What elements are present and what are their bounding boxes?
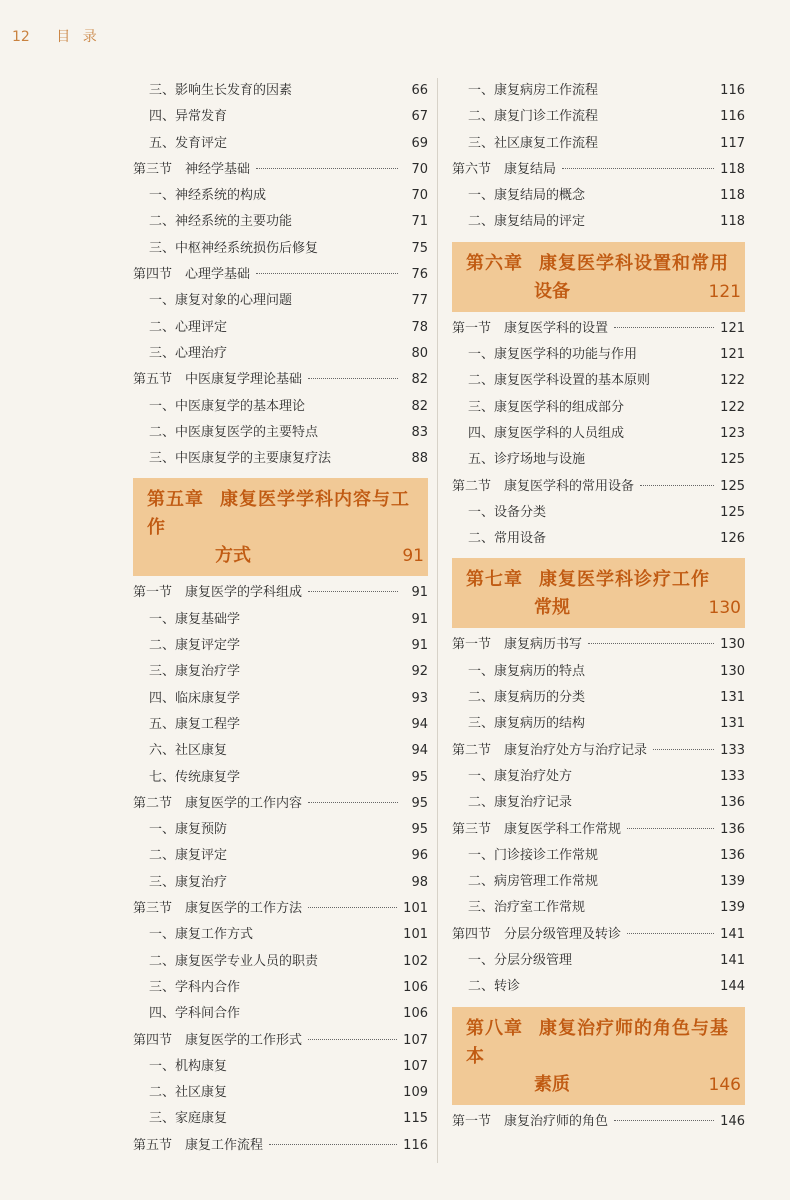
entry-label: 一、门诊接诊工作常规 <box>468 847 599 863</box>
entry-page-number: 91 <box>411 585 428 601</box>
leader-dots <box>308 378 398 379</box>
entry-page-number: 121 <box>720 320 745 336</box>
toc-item <box>133 633 428 659</box>
chapter-number: 第七章 <box>466 569 523 591</box>
entry-page-number: 107 <box>403 1058 428 1074</box>
toc-item <box>452 368 745 394</box>
entry-label: 七、传统康复学 <box>149 769 241 785</box>
entry-page-number: 66 <box>411 83 428 98</box>
entry-page-number: 109 <box>403 1085 428 1101</box>
leader-dots <box>588 643 714 644</box>
leader-dots <box>653 749 714 750</box>
entry-label: 二、康复评定学 <box>149 638 241 654</box>
toc-item <box>133 975 428 1001</box>
entry-page-number: 96 <box>411 848 428 864</box>
entry-label: 三、中枢神经系统损伤后修复 <box>149 240 319 256</box>
chapter-title-line <box>466 250 741 278</box>
toc-item <box>452 764 745 790</box>
leader-dots <box>269 1144 397 1145</box>
entry-page-number: 133 <box>720 768 745 784</box>
toc-section <box>452 632 745 658</box>
entry-page-number: 88 <box>411 451 428 467</box>
toc-item <box>133 315 428 341</box>
chapter-page-number: 146 <box>708 1074 741 1095</box>
entry-label: 三、康复医学科的组成部分 <box>468 399 625 415</box>
toc-item <box>452 209 745 235</box>
page-title: 目 录 <box>56 29 101 45</box>
entry-page-number: 83 <box>411 424 428 440</box>
toc-section <box>452 738 745 764</box>
entry-page-number: 141 <box>720 926 745 942</box>
leader-dots <box>256 168 398 169</box>
leader-dots <box>627 933 714 934</box>
page-header <box>12 26 101 46</box>
chapter-number: 第五章 <box>147 489 204 511</box>
toc-item <box>133 1106 428 1132</box>
leader-dots <box>614 327 714 328</box>
leader-dots <box>308 1039 397 1040</box>
entry-label: 二、神经系统的主要功能 <box>149 214 293 230</box>
entry-label: 四、异常发育 <box>149 109 228 125</box>
toc-item <box>133 712 428 738</box>
entry-page-number: 116 <box>720 83 745 98</box>
entry-label: 一、康复结局的概念 <box>468 188 586 204</box>
entry-label: 五、发育评定 <box>149 135 228 151</box>
toc-item <box>452 342 745 368</box>
chapter-number: 第八章 <box>466 1017 523 1039</box>
leader-dots <box>256 273 398 274</box>
entry-page-number: 139 <box>720 900 745 916</box>
entry-label: 五、康复工程学 <box>149 716 241 732</box>
toc-item <box>452 685 745 711</box>
toc-item <box>133 765 428 791</box>
chapter-title-cont: 常规 <box>534 597 570 619</box>
toc-item <box>133 843 428 869</box>
entry-label: 二、康复医学专业人员的职责 <box>149 953 319 969</box>
toc-item <box>452 711 745 737</box>
entry-page-number: 82 <box>411 398 428 414</box>
toc-item <box>133 420 428 446</box>
toc-item <box>452 948 745 974</box>
entry-label: 第五节 中医康复学理论基础 <box>133 372 303 388</box>
entry-label: 第二节 康复治疗处方与治疗记录 <box>452 742 648 758</box>
entry-page-number: 69 <box>411 135 428 151</box>
toc-section <box>133 262 428 288</box>
chapter-heading <box>452 1007 745 1105</box>
entry-page-number: 95 <box>411 769 428 785</box>
entry-page-number: 76 <box>411 267 428 283</box>
entry-page-number: 122 <box>720 373 745 389</box>
entry-page-number: 91 <box>411 638 428 654</box>
toc-section <box>452 157 745 183</box>
entry-page-number: 67 <box>411 109 428 125</box>
entry-page-number: 98 <box>411 874 428 890</box>
entry-page-number: 125 <box>720 452 745 468</box>
toc-item <box>133 209 428 235</box>
entry-label: 第六节 康复结局 <box>452 161 557 177</box>
entry-label: 第三节 康复医学的工作方法 <box>133 901 303 917</box>
toc-section <box>452 1109 745 1135</box>
entry-label: 二、康复病历的分类 <box>468 690 586 706</box>
chapter-title-line <box>466 594 741 622</box>
toc-item <box>133 183 428 209</box>
entry-label: 一、中医康复学的基本理论 <box>149 398 306 414</box>
leader-dots <box>308 802 398 803</box>
entry-label: 一、康复对象的心理问题 <box>149 293 293 309</box>
entry-label: 三、中医康复学的主要康复疗法 <box>149 451 332 467</box>
column-divider <box>437 78 438 1163</box>
entry-label: 第四节 分层分级管理及转诊 <box>452 926 622 942</box>
chapter-title-cont: 素质 <box>534 1073 570 1095</box>
toc-item <box>452 895 745 921</box>
entry-label: 三、社区康复工作流程 <box>468 135 599 151</box>
entry-page-number: 118 <box>720 214 745 230</box>
toc-item <box>452 183 745 209</box>
entry-page-number: 115 <box>403 1111 428 1127</box>
chapter-heading <box>133 478 428 576</box>
toc-item <box>133 1080 428 1106</box>
entry-page-number: 146 <box>720 1113 745 1129</box>
entry-label: 三、心理治疗 <box>149 345 228 361</box>
entry-page-number: 123 <box>720 425 745 441</box>
toc-item <box>452 447 745 473</box>
entry-page-number: 131 <box>720 716 745 732</box>
toc-section <box>452 474 745 500</box>
entry-label: 二、社区康复 <box>149 1085 228 1101</box>
toc-item <box>452 395 745 421</box>
toc-item <box>133 659 428 685</box>
entry-label: 第四节 康复医学的工作形式 <box>133 1032 303 1048</box>
toc-item <box>452 974 745 1000</box>
entry-page-number: 144 <box>720 979 745 995</box>
chapter-heading <box>452 558 745 628</box>
toc-item <box>133 922 428 948</box>
entry-page-number: 125 <box>720 504 745 520</box>
entry-label: 三、康复治疗学 <box>149 664 241 680</box>
chapter-title-line <box>466 566 741 594</box>
entry-label: 一、康复工作方式 <box>149 927 254 943</box>
leader-dots <box>562 168 714 169</box>
toc-item <box>133 1054 428 1080</box>
entry-label: 一、康复病房工作流程 <box>468 83 599 98</box>
entry-label: 第五节 康复工作流程 <box>133 1137 264 1153</box>
chapter-title: 康复医学学科内容与工作 <box>147 489 410 539</box>
entry-label: 三、康复治疗 <box>149 874 228 890</box>
entry-label: 三、影响生长发育的因素 <box>149 83 293 98</box>
toc-item <box>452 421 745 447</box>
toc-item <box>133 949 428 975</box>
entry-page-number: 92 <box>411 664 428 680</box>
leader-dots <box>640 485 714 486</box>
chapter-title-line <box>147 542 424 570</box>
entry-page-number: 70 <box>411 161 428 177</box>
entry-page-number: 94 <box>411 716 428 732</box>
entry-page-number: 94 <box>411 743 428 759</box>
entry-page-number: 101 <box>403 901 428 917</box>
toc-item <box>452 78 745 104</box>
leader-dots <box>627 828 714 829</box>
entry-label: 第二节 康复医学的工作内容 <box>133 795 303 811</box>
entry-page-number: 121 <box>720 347 745 363</box>
entry-label: 第四节 心理学基础 <box>133 267 251 283</box>
toc-item <box>133 817 428 843</box>
chapter-page-number: 130 <box>708 598 741 619</box>
chapter-title-cont: 方式 <box>215 545 251 567</box>
entry-label: 三、家庭康复 <box>149 1111 228 1127</box>
entry-label: 六、社区康复 <box>149 743 228 759</box>
entry-label: 第三节 神经学基础 <box>133 161 251 177</box>
toc-section <box>133 1028 428 1054</box>
entry-label: 一、神经系统的构成 <box>149 188 267 204</box>
entry-page-number: 141 <box>720 953 745 969</box>
toc-item <box>133 104 428 130</box>
entry-page-number: 78 <box>411 319 428 335</box>
entry-label: 第二节 康复医学科的常用设备 <box>452 478 635 494</box>
entry-label: 第三节 康复医学科工作常规 <box>452 821 622 837</box>
entry-label: 二、心理评定 <box>149 319 228 335</box>
entry-page-number: 116 <box>720 109 745 125</box>
toc-item <box>133 738 428 764</box>
chapter-page-number: 91 <box>402 546 424 567</box>
toc-section <box>133 1133 428 1159</box>
toc-item <box>452 790 745 816</box>
entry-label: 四、康复医学科的人员组成 <box>468 425 625 441</box>
entry-page-number: 133 <box>720 742 745 758</box>
leader-dots <box>308 591 398 592</box>
entry-label: 三、康复病历的结构 <box>468 716 586 732</box>
entry-page-number: 93 <box>411 690 428 706</box>
entry-label: 五、诊疗场地与设施 <box>468 452 586 468</box>
entry-page-number: 95 <box>411 795 428 811</box>
entry-label: 一、康复医学科的功能与作用 <box>468 347 638 363</box>
chapter-page-number: 121 <box>708 281 741 302</box>
entry-page-number: 102 <box>403 953 428 969</box>
entry-page-number: 75 <box>411 240 428 256</box>
toc-item <box>452 104 745 130</box>
toc-item <box>452 131 745 157</box>
entry-page-number: 117 <box>720 135 745 151</box>
entry-label: 第一节 康复医学科的设置 <box>452 320 609 336</box>
toc-section <box>133 791 428 817</box>
chapter-number: 第六章 <box>466 252 523 274</box>
entry-page-number: 77 <box>411 293 428 309</box>
entry-page-number: 130 <box>720 637 745 653</box>
toc-item <box>133 78 428 104</box>
leader-dots <box>614 1120 714 1121</box>
toc-section <box>452 922 745 948</box>
entry-page-number: 101 <box>403 927 428 943</box>
entry-label: 二、康复门诊工作流程 <box>468 109 599 125</box>
entry-label: 一、分层分级管理 <box>468 953 573 969</box>
toc-right-column <box>452 78 745 1135</box>
chapter-title-cont: 设备 <box>534 280 570 302</box>
toc-item <box>452 659 745 685</box>
chapter-title: 康复医学科设置和常用 <box>539 252 729 274</box>
chapter-heading <box>452 242 745 312</box>
entry-page-number: 80 <box>411 345 428 361</box>
toc-left-column <box>133 78 428 1159</box>
entry-page-number: 118 <box>720 161 745 177</box>
toc-section <box>133 157 428 183</box>
entry-page-number: 70 <box>411 188 428 204</box>
leader-dots <box>308 907 397 908</box>
chapter-title: 康复治疗师的角色与基本 <box>466 1017 729 1067</box>
toc-item <box>133 686 428 712</box>
toc-item <box>133 341 428 367</box>
chapter-title-line <box>466 278 741 306</box>
entry-label: 一、机构康复 <box>149 1058 228 1074</box>
chapter-title-line <box>466 1071 741 1099</box>
entry-page-number: 136 <box>720 795 745 811</box>
entry-page-number: 82 <box>411 372 428 388</box>
entry-label: 二、康复治疗记录 <box>468 795 573 811</box>
entry-page-number: 107 <box>403 1032 428 1048</box>
entry-label: 四、临床康复学 <box>149 690 241 706</box>
entry-page-number: 116 <box>403 1137 428 1153</box>
entry-label: 二、康复医学科设置的基本原则 <box>468 373 651 389</box>
entry-page-number: 91 <box>411 611 428 627</box>
toc-item <box>133 394 428 420</box>
toc-section <box>133 896 428 922</box>
entry-page-number: 131 <box>720 690 745 706</box>
toc-item <box>133 1001 428 1027</box>
entry-page-number: 95 <box>411 822 428 838</box>
toc-item <box>452 526 745 552</box>
entry-label: 二、康复评定 <box>149 848 228 864</box>
entry-page-number: 71 <box>411 214 428 230</box>
entry-label: 一、康复基础学 <box>149 611 241 627</box>
chapter-title: 康复医学科诊疗工作 <box>539 569 710 591</box>
entry-label: 一、康复治疗处方 <box>468 768 573 784</box>
page-number: 12 <box>12 29 30 45</box>
entry-label: 一、设备分类 <box>468 504 547 520</box>
entry-label: 二、转诊 <box>468 979 521 995</box>
entry-label: 第一节 康复治疗师的角色 <box>452 1113 609 1129</box>
entry-label: 二、病房管理工作常规 <box>468 874 599 890</box>
toc-item <box>452 869 745 895</box>
toc-item <box>452 500 745 526</box>
entry-page-number: 136 <box>720 847 745 863</box>
toc-item <box>133 607 428 633</box>
entry-label: 二、中医康复医学的主要特点 <box>149 424 319 440</box>
toc-section <box>452 817 745 843</box>
chapter-title-line <box>147 486 424 542</box>
entry-page-number: 136 <box>720 821 745 837</box>
toc-item <box>133 236 428 262</box>
entry-label: 三、治疗室工作常规 <box>468 900 586 916</box>
entry-label: 一、康复病历的特点 <box>468 663 586 679</box>
entry-page-number: 106 <box>403 979 428 995</box>
toc-item <box>133 131 428 157</box>
toc-item <box>133 870 428 896</box>
entry-page-number: 122 <box>720 399 745 415</box>
entry-page-number: 125 <box>720 478 745 494</box>
entry-label: 二、康复结局的评定 <box>468 214 586 230</box>
entry-label: 四、学科间合作 <box>149 1006 241 1022</box>
entry-label: 一、康复预防 <box>149 822 228 838</box>
entry-label: 二、常用设备 <box>468 531 547 547</box>
entry-label: 第一节 康复医学的学科组成 <box>133 585 303 601</box>
entry-label: 第一节 康复病历书写 <box>452 637 583 653</box>
toc-section <box>133 367 428 393</box>
chapter-title-line <box>466 1015 741 1071</box>
toc-section <box>452 316 745 342</box>
entry-page-number: 126 <box>720 531 745 547</box>
entry-page-number: 139 <box>720 874 745 890</box>
entry-page-number: 118 <box>720 188 745 204</box>
toc-item <box>133 288 428 314</box>
entry-page-number: 106 <box>403 1006 428 1022</box>
toc-item <box>133 446 428 472</box>
entry-page-number: 130 <box>720 663 745 679</box>
toc-section <box>133 580 428 606</box>
toc-item <box>452 843 745 869</box>
entry-label: 三、学科内合作 <box>149 979 241 995</box>
